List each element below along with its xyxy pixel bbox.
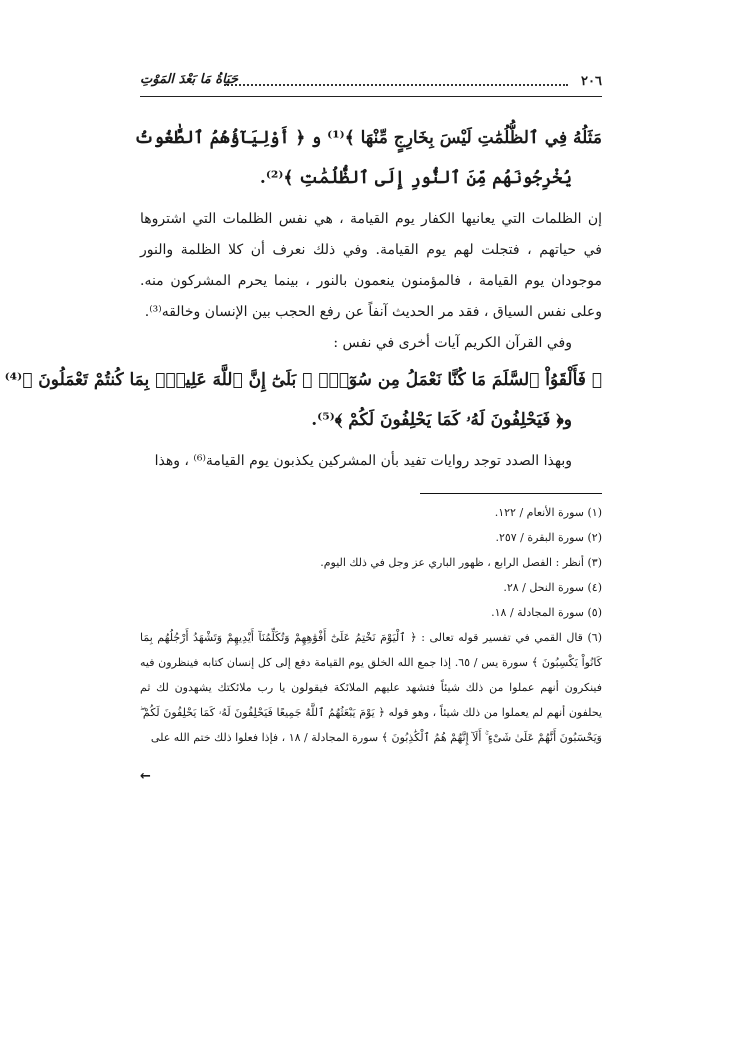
verse-line: يُخْرِجُونَهُم مِّنَ ٱلنُّورِ إِلَى ٱلظُّلُمَٰتِ ﴾⁽²⁾. (259, 168, 572, 188)
continuation-arrow-icon: ← (140, 769, 151, 784)
footnote: (٢) سورة البقرة / ٢٥٧. (495, 531, 602, 544)
footnote: (٤) سورة النحل / ٢٨. (503, 581, 602, 594)
footnote: (٥) سورة المجادلة / ١٨. (491, 606, 602, 619)
page-header (140, 72, 602, 98)
quran-verses-top (134, 118, 602, 198)
paragraph: إن الظلمات التي يعانيها الكفار يوم القيامة ، هي نفس الظلمات التي اشتروها في حياتهم ، فتجلت لهم يوم القيامة. وفي ذلك نعرف أن كلا الظلمة والنور موجودان يوم القيامة ، فالمؤمنون ينعمون بالنور ، بينما يحرم المشركون منه. وعلى نفس السياق ، فقد مر الحديث آنفاً عن رفع الحجب بين الإنسان وخالقه⁽³⁾. (140, 211, 602, 320)
footnote: (٣) أنظر : الفصل الرابع ، ظهور الباري عز وجل في ذلك اليوم. (320, 556, 602, 569)
verse-line: ﴿ فَأَلْقَوُاْ ٱلسَّلَمَ مَا كُنَّا نَعْمَلُ مِن سُوٓءٍۭ ۚ بَلَىٰٓ إِنَّ ٱللَّهَ عَلِيمٌۢ بِمَا كُنتُمْ تَعْمَلُونَ ﴾⁽⁴⁾ (4, 370, 602, 390)
footnotes (140, 500, 602, 750)
verse-line: مَثَلُهُ فِي ٱلظُّلُمَٰتِ لَيْسَ بِخَارِجٍ مِّنْهَا ﴾⁽¹⁾ و ﴿ أَوْلِيَآؤُهُمُ ٱلطَّٰغُوتُ (134, 128, 602, 148)
closing-text (140, 446, 602, 477)
main-text (140, 204, 602, 359)
page-number: ٢٠٦ (581, 74, 602, 89)
paragraph: وبهذا الصدد توجد روايات تفيد بأن المشركين يكذبون يوم القيامة⁽⁶⁾ ، وهذا (154, 453, 572, 469)
header-rule (140, 96, 602, 97)
footnote: (١) سورة الأنعام / ١٢٢. (494, 506, 602, 519)
footnote: (٦) قال القمي في تفسير قوله تعالى : ﴿ ٱلْيَوْمَ نَخْتِمُ عَلَىٰٓ أَفْوَٰهِهِمْ وَتُكَلِّمُنَآ أَيْدِيهِمْ وَتَشْهَدُ أَرْجُلُهُم بِمَا كَانُواْ يَكْسِبُونَ ﴾ سورة يس / ٦٥. إذا جمع الله الخلق يوم القيامة دفع إلى كل إنسان كتابه فينظرون فيه فينكرون أنهم عملوا من ذلك شيئاً فتشهد عليهم الملائكة فيقولون يا رب ملائكتك يشهدون لك ثم يحلفون أنهم لم يعملوا من ذلك شيئاً ، وهو قوله ﴿ يَوْمَ يَبْعَثُهُمُ ٱللَّهُ جَمِيعًا فَيَحْلِفُونَ لَهُۥ كَمَا يَحْلِفُونَ لَكُمْ ۖ وَيَحْسَبُونَ أَنَّهُمْ عَلَىٰ شَىْءٍ ۚ أَلَآ إِنَّهُمْ هُمُ ٱلْكَٰذِبُونَ ﴾ سورة المجادلة / ١٨ ، فإذا فعلوا ذلك ختم الله على (140, 631, 602, 744)
paragraph: وفي القرآن الكريم آيات أخرى في نفس : (333, 335, 572, 351)
quran-verses-middle (4, 360, 602, 440)
footnote-separator (420, 493, 602, 494)
verse-line: و﴿ فَيَحْلِفُونَ لَهُۥ كَمَا يَحْلِفُونَ لَكُمْ ﴾⁽⁵⁾. (311, 410, 572, 430)
header-dotted-leader (224, 84, 568, 86)
running-title: حَيَاةُ مَا بَعْدَ المَوْتِ (140, 72, 238, 87)
